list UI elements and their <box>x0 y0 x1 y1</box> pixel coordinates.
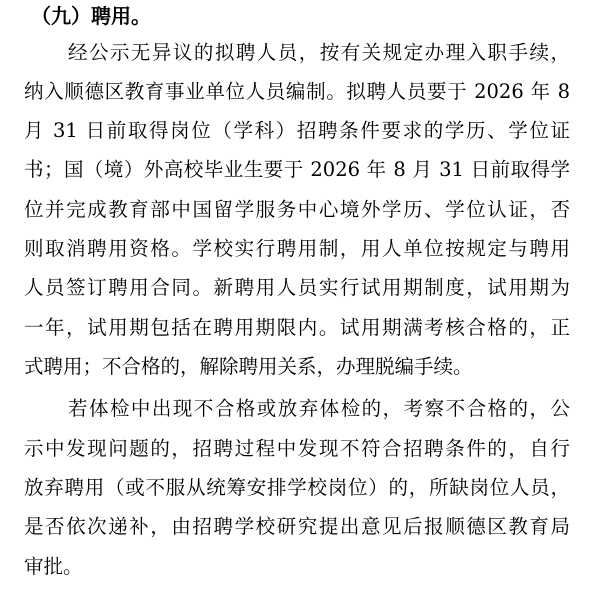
section-heading: （九）聘用。 <box>31 4 151 28</box>
paragraph-line: 放弃聘用（或不服从统筹安排学校岗位）的，所缺岗位人员， <box>24 476 570 499</box>
paragraph-line: 纳入顺德区教育事业单位人员编制。拟聘人员要于 2026 年 8 <box>24 80 570 103</box>
paragraph-line: 则取消聘用资格。学校实行聘用制，用人单位按规定与聘用 <box>24 237 570 260</box>
paragraph-line: 月 31 日前取得岗位（学科）招聘条件要求的学历、学位证 <box>24 119 570 142</box>
paragraph-line: 式聘用；不合格的，解除聘用关系，办理脱编手续。 <box>24 355 473 378</box>
paragraph-line: 经公示无异议的拟聘人员，按有关规定办理入职手续， <box>68 41 570 64</box>
paragraph-line: 一年，试用期包括在聘用期限内。试用期满考核合格的，正 <box>24 316 570 339</box>
paragraph-line: 若体检中出现不合格或放弃体检的，考察不合格的，公 <box>68 397 570 420</box>
paragraph-line: 人员签订聘用合同。新聘用人员实行试用期制度，试用期为 <box>24 276 570 299</box>
paragraph-line: 是否依次递补，由招聘学校研究提出意见后报顺德区教育局 <box>24 515 570 538</box>
paragraph-line: 示中发现问题的，招聘过程中发现不符合招聘条件的，自行 <box>24 437 570 460</box>
paragraph-line: 审批。 <box>24 555 83 578</box>
paragraph-line: 位并完成教育部中国留学服务中心境外学历、学位认证，否 <box>24 198 570 221</box>
paragraph-line: 书；国（境）外高校毕业生要于 2026 年 8 月 31 日前取得学 <box>24 158 570 181</box>
